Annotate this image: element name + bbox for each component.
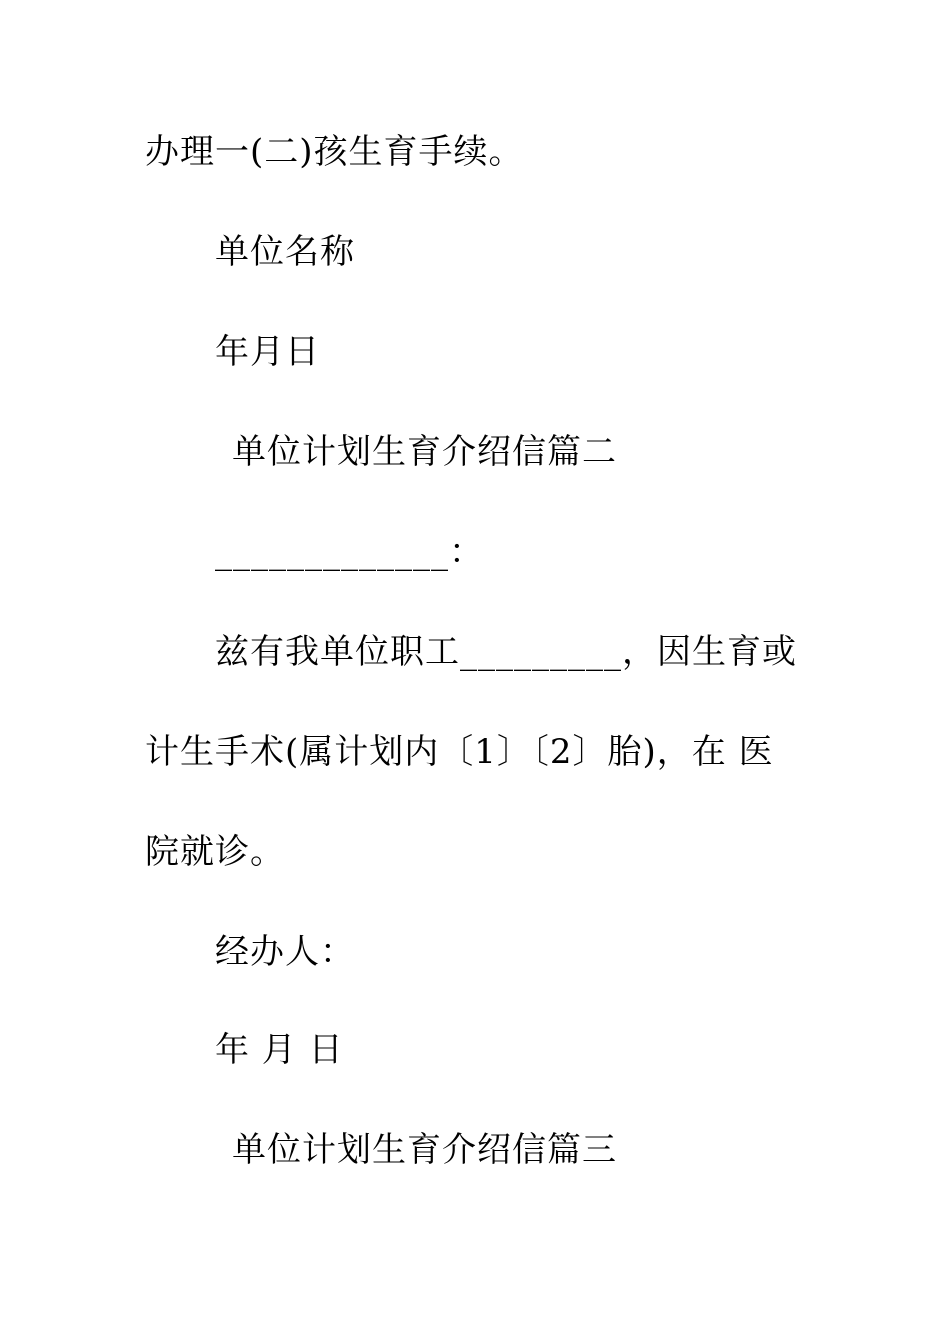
date-spaced-label: 年 月 日 — [215, 1030, 344, 1070]
section-heading-part-two: 单位计划生育介绍信篇二 — [232, 432, 617, 472]
recipient-blank-line: _____________： — [215, 532, 484, 572]
date-label: 年月日 — [215, 332, 320, 372]
unit-name-label: 单位名称 — [215, 232, 355, 272]
body-paragraph-line-2: 计生手术(属计划内〔1〕〔2〕胎)，在 医 — [145, 732, 774, 772]
paragraph-procedure-line: 办理一(二)孩生育手续。 — [145, 132, 524, 172]
section-heading-part-three: 单位计划生育介绍信篇三 — [232, 1130, 617, 1170]
body-paragraph-line-3: 院就诊。 — [145, 832, 285, 872]
handler-label: 经办人： — [215, 932, 355, 972]
body-paragraph-line-1: 兹有我单位职工_________，因生育或 — [215, 632, 797, 672]
